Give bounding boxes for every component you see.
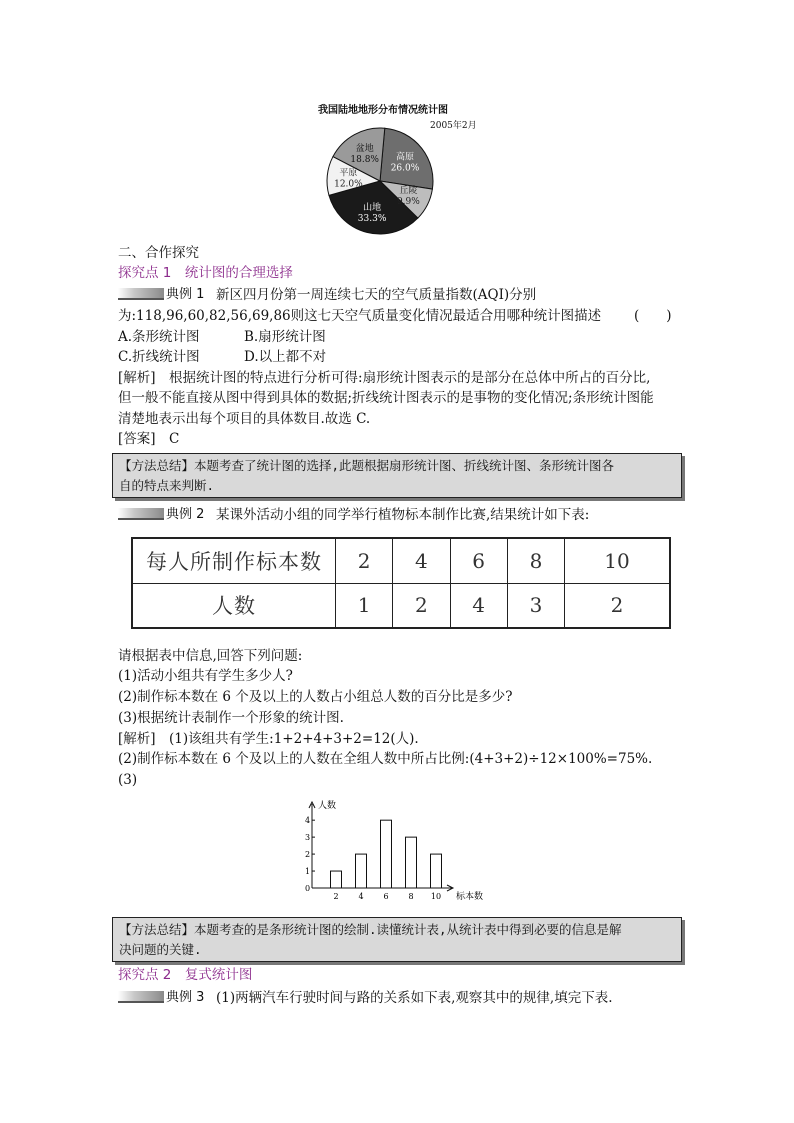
pie-chart-date: 2005年2月	[430, 121, 477, 131]
table-cell: 1	[336, 583, 393, 628]
pie-slice-name: 山地	[363, 202, 382, 213]
example-1-analysis-line1: [解析] 根据统计图的特点进行分析可得:扇形统计图表示的是部分在总体中所占的百分比,	[118, 370, 651, 386]
table-cell: 10	[565, 538, 670, 583]
example-2-prompt: 请根据表中信息,回答下列问题:	[118, 648, 303, 664]
bar-chart	[296, 798, 496, 908]
example-1-question-line2: 为:118,96,60,82,56,69,86则这七天空气质量变化情况最适合用哪种统计图描述	[118, 308, 602, 324]
bar	[431, 854, 442, 888]
topic-2-title: 探究点 2 复式统计图	[118, 967, 253, 983]
example-1-label: 典例 1	[166, 287, 205, 302]
summary-1-line2: 自的特点来判断.	[119, 478, 215, 493]
example-2-part1: (1)活动小组共有学生多少人?	[118, 668, 293, 684]
y-tick-label: 1	[305, 867, 311, 877]
specimen-table	[131, 537, 671, 629]
table-cell: 4	[393, 538, 450, 583]
example-2-part2: (2)制作标本数在 6 个及以上的人数占小组总人数的百分比是多少?	[118, 689, 513, 705]
y-axis-label: 人数	[318, 801, 337, 811]
option-c: C.折线统计图	[118, 349, 200, 365]
bar	[356, 854, 367, 888]
bar	[331, 871, 342, 888]
x-tick-label: 4	[358, 892, 364, 901]
x-tick-label: 10	[430, 892, 442, 901]
table-cell: 4	[450, 583, 507, 628]
summary-2-line2: 决问题的关键.	[119, 942, 202, 957]
option-a: A.条形统计图	[118, 329, 200, 345]
example-1-answer-paren: ( )	[634, 308, 672, 324]
example-2-part3: (3)根据统计表制作一个形象的统计图.	[118, 710, 344, 726]
method-summary-1	[112, 453, 682, 498]
example-banner	[118, 288, 164, 300]
x-tick-label: 6	[383, 892, 389, 901]
method-summary-2	[112, 917, 682, 962]
example-2-question: 某课外活动小组的同学举行植物标本制作比赛,结果统计如下表:	[216, 507, 590, 523]
table-cell: 3	[507, 583, 564, 628]
bar	[381, 820, 392, 888]
example-banner	[118, 508, 164, 520]
x-tick-label: 2	[333, 892, 339, 901]
table-row	[132, 583, 670, 628]
pie-slice-name: 盆地	[355, 144, 374, 155]
bar	[406, 837, 417, 888]
option-b: B.扇形统计图	[244, 329, 326, 345]
y-tick-label: 2	[305, 850, 311, 860]
x-axis-label: 标本数	[456, 892, 484, 902]
option-d: D.以上都不对	[244, 349, 327, 365]
table-cell: 2	[336, 538, 393, 583]
origin-label: 0	[305, 884, 311, 893]
pie-slice-percent: 9.9%	[396, 197, 420, 208]
topic-1-title: 探究点 1 统计图的合理选择	[118, 265, 293, 281]
pie-slice-percent: 12.0%	[334, 179, 363, 190]
table-header-cell: 人数	[132, 583, 336, 628]
table-header-cell: 每人所制作标本数	[132, 538, 336, 583]
table-cell: 2	[393, 583, 450, 628]
pie-chart	[318, 125, 448, 240]
example-1-answer: [答案] C	[118, 431, 180, 447]
example-1-analysis-line2: 但一般不能直接从图中得到具体的数据;折线统计图表示的是事物的变化情况;条形统计图能	[118, 390, 654, 406]
pie-slice-name: 平原	[339, 168, 358, 179]
example-1-question-line1: 新区四月份第一周连续七天的空气质量指数(AQI)分别	[216, 287, 537, 303]
y-tick-label: 3	[305, 833, 311, 843]
example-3-label: 典例 3	[166, 990, 205, 1005]
section-title: 二、合作探究	[118, 245, 199, 261]
example-3-question: (1)两辆汽车行驶时间与路的关系如下表,观察其中的规律,填完下表.	[216, 990, 613, 1006]
summary-2-line1: 【方法总结】本题考查的是条形统计图的绘制.读懂统计表,从统计表中得到必要的信息是解	[119, 922, 622, 937]
y-tick-label: 4	[305, 816, 311, 826]
example-1-analysis-line3: 清楚地表示出每个项目的具体数目.故选 C.	[118, 411, 371, 427]
example-2-solution2: (2)制作标本数在 6 个及以上的人数在全组人数中所占比例:(4+3+2)÷12×100%=75%.	[118, 751, 653, 767]
pie-slice-percent: 33.3%	[357, 213, 387, 224]
table-cell: 8	[507, 538, 564, 583]
summary-1-line1: 【方法总结】本题考查了统计图的选择,此题根据扇形统计图、折线统计图、条形统计图各	[119, 458, 615, 473]
table-row	[132, 538, 670, 583]
pie-slice-name: 丘陵	[399, 186, 418, 197]
table-cell: 6	[450, 538, 507, 583]
example-2-solution1: [解析] (1)该组共有学生:1+2+4+3+2=12(人).	[118, 731, 419, 747]
example-2-label: 典例 2	[166, 507, 205, 522]
pie-chart-title: 我国陆地地形分布情况统计图	[318, 105, 448, 116]
table-cell: 2	[565, 583, 670, 628]
x-tick-label: 8	[408, 892, 414, 901]
example-banner	[118, 991, 164, 1003]
example-2-solution3: (3)	[118, 772, 138, 788]
pie-slice-percent: 26.0%	[390, 163, 420, 174]
pie-slice-percent: 18.8%	[350, 155, 379, 166]
pie-slice-name: 高原	[395, 152, 415, 163]
